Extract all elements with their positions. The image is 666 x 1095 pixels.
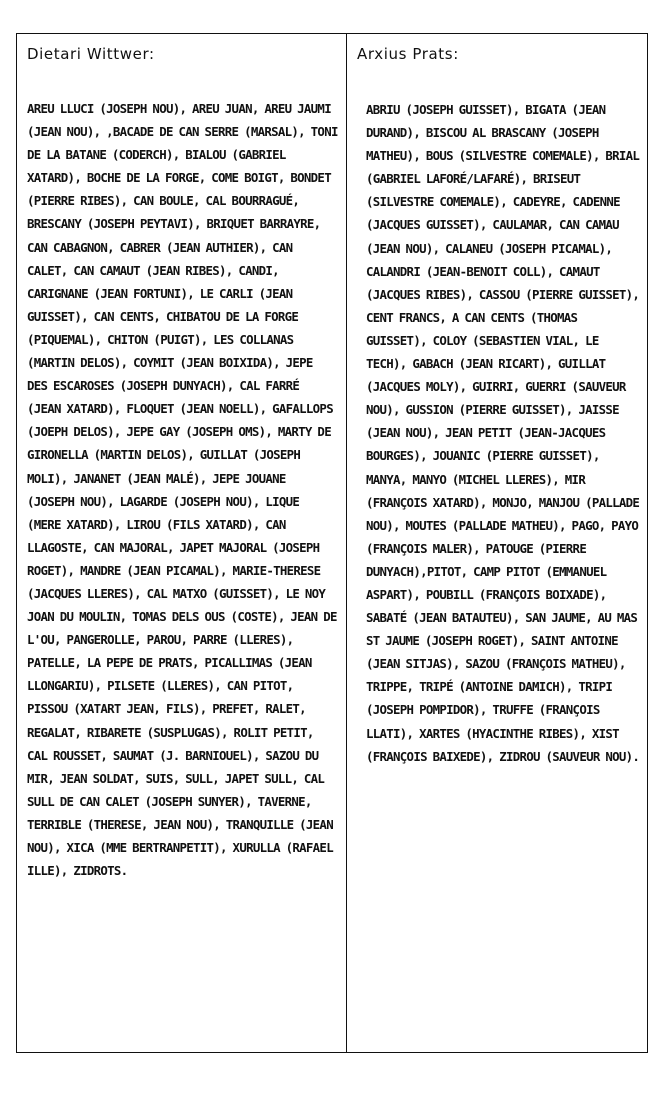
column-header: Dietari Wittwer: bbox=[27, 45, 155, 63]
two-column-table bbox=[16, 33, 648, 1053]
column-header: Arxius Prats: bbox=[357, 45, 459, 63]
column-text: AREU LLUCI (JOSEPH NOU), AREU JUAN, AREU JAUMI (JEAN NOU), ,BACADE DE CAN SERRE (MARSAL), TONI DE LA BATANE (CODERCH), BIALOU (GABRIEL XATARD), BOCHE DE LA FORGE, COME BOIGT, BONDET (PIERRE RIBES), CAN BOULE, CAL BOURRAGUÉ, BRESCANY (JOSEPH PEYTAVI), BRIQUET BARRAYRE, CAN CABAGNON, CABRER (JEAN AUTHIER), CAN CALET, CAN CAMAUT (JEAN RIBES), CANDI, CARIGNANE (JEAN FORTUNI), LE CARLI (JEAN GUISSET), CAN CENTS, CHIBATOU DE LA FORGE (PIQUEMAL), CHITON (PUIGT), LES COLLANAS (MARTIN DELOS), COYMIT (JEAN BOIXIDA), JEPE DES ESCAROSES (JOSEPH DUNYACH), CAL FARRÉ (JEAN XATARD), FLOQUET (JEAN NOELL), GAFALLOPS (JOEPH DELOS), JEPE GAY (JOSEPH OMS), MARTY DE GIRONELLA (MARTIN DELOS), GUILLAT (JOSEPH MOLI), JANANET (JEAN MALÉ), JEPE JOUANE (JOSEPH NOU), LAGARDE (JOSEPH NOU), LIQUE (MERE XATARD), LIROU (FILS XATARD), CAN LLAGOSTE, CAN MAJORAL, JAPET MAJORAL (JOSEPH ROGET), MANDRE (JEAN PICAMAL), MARIE-THERESE (JACQUES LLERES), CAL MATXO (GUISSET), LE NOY JOAN DU MOULIN, TOMAS DELS OUS (COSTE), JEAN DE L'OU, PANGEROLLE, PAROU, PARRE (LLERES), PATELLE, LA PEPE DE PRATS, PICALLIMAS (JEAN LLONGARIU), PILSETE (LLERES), CAN PITOT, PISSOU (XATART JEAN, FILS), PREFET, RALET, REGALAT, RIBARETE (SUSPLUGAS), ROLIT PETIT, CAL ROUSSET, SAUMAT (J. BARNIOUEL), SAZOU DU MIR, JEAN SOLDAT, SUIS, SULL, JAPET SULL, CAL SULL DE CAN CALET (JOSEPH SUNYER), TAVERNE, TERRIBLE (THERESE, JEAN NOU), TRANQUILLE (JEAN NOU), XICA (MME BERTRANPETIT), XURULLA (RAFAEL ILLE), ZIDROTS. bbox=[27, 101, 338, 879]
column-dietari-wittwer bbox=[17, 34, 347, 1052]
column-text: ABRIU (JOSEPH GUISSET), BIGATA (JEAN DURAND), BISCOU AL BRASCANY (JOSEPH MATHEU), BOUS (SILVESTRE COMEMALE), BRIAL (GABRIEL LAFORÉ/LAFARÉ), BRISEUT (SILVESTRE COMEMALE), CADEYRE, CADENNE (JACQUES GUISSET), CAULAMAR, CAN CAMAU (JEAN NOU), CALANEU (JOSEPH PICAMAL), CALANDRI (JEAN-BENOIT COLL), CAMAUT (JACQUES RIBES), CASSOU (PIERRE GUISSET), CENT FRANCS, A CAN CENTS (THOMAS GUISSET), COLOY (SEBASTIEN VIAL, LE TECH), GABACH (JEAN RICART), GUILLAT (JACQUES MOLY), GUIRRI, GUERRI (SAUVEUR NOU), GUSSION (PIERRE GUISSET), JAISSE (JEAN NOU), JEAN PETIT (JEAN-JACQUES BOURGES), JOUANIC (PIERRE GUISSET), MANYA, MANYO (MICHEL LLERES), MIR (FRANÇOIS XATARD), MONJO, MANJOU (PALLADE NOU), MOUTES (PALLADE MATHEU), PAGO, PAYO (FRANÇOIS MALER), PATOUGE (PIERRE DUNYACH),PITOT, CAMP PITOT (EMMANUEL ASPART), POUBILL (FRANÇOIS BOIXADE), SABATÉ (JEAN BATAUTEU), SAN JAUME, AU MAS ST JAUME (JOSEPH ROGET), SAINT ANTOINE (JEAN SITJAS), SAZOU (FRANÇOIS MATHEU), TRIPPE, TRIPÉ (ANTOINE DAMICH), TRIPI (JOSEPH POMPIDOR), TRUFFE (FRANÇOIS LLATI), XARTES (HYACINTHE RIBES), XIST (FRANÇOIS BAIXEDE), ZIDROU (SAUVEUR NOU). bbox=[366, 102, 640, 764]
column-arxius-prats bbox=[347, 34, 646, 1052]
